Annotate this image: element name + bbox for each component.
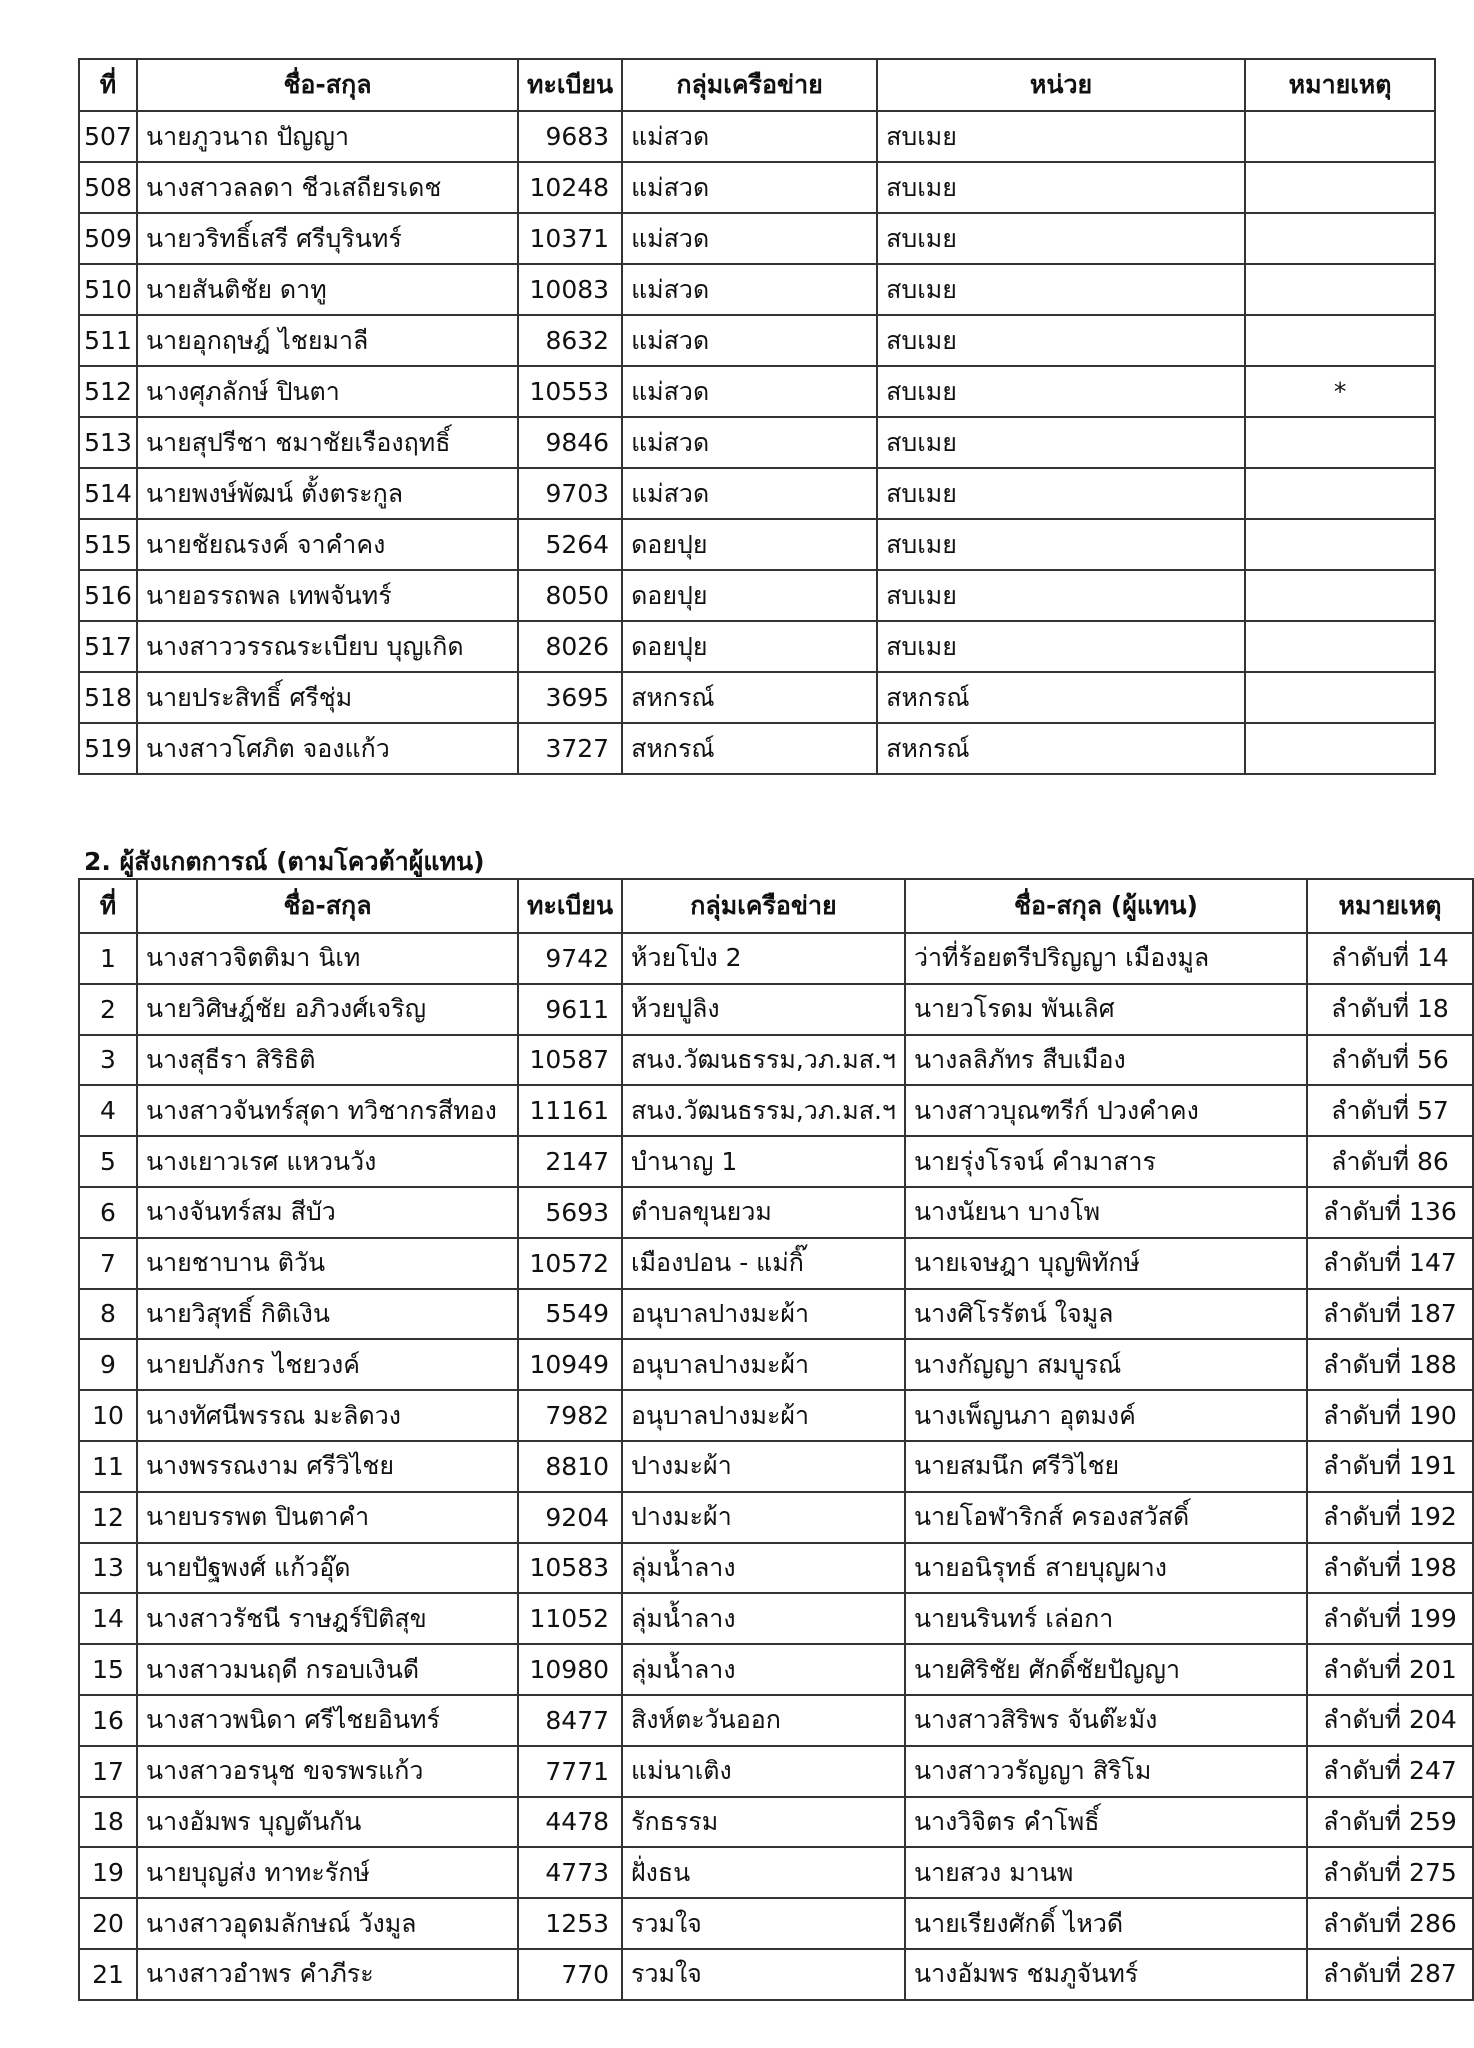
cell-representative: นายสวง มานพ bbox=[905, 1847, 1307, 1898]
header-reg: ทะเบียน bbox=[518, 59, 622, 111]
cell-representative: นายโอฬาริกส์ ครองสวัสดิ์ bbox=[905, 1492, 1307, 1543]
cell-name: นายวริทธิ์เสรี ศรีบุรินทร์ bbox=[137, 213, 518, 264]
cell-representative: นายนรินทร์ เล่อกา bbox=[905, 1593, 1307, 1644]
cell-note: ลำดับที่ 147 bbox=[1307, 1238, 1473, 1289]
cell-network: สนง.วัฒนธรรม,วภ.มส.ฯ bbox=[622, 1035, 905, 1086]
cell-note bbox=[1245, 468, 1435, 519]
cell-name: นายวิศิษฎ์ชัย อภิวงศ์เจริญ bbox=[137, 984, 518, 1035]
cell-name: นายสันติชัย ดาทู bbox=[137, 264, 518, 315]
cell-reg: 9742 bbox=[518, 933, 622, 984]
header-network: กลุ่มเครือข่าย bbox=[622, 59, 877, 111]
cell-name: นางสาวอรนุช ขจรพรแก้ว bbox=[137, 1746, 518, 1797]
cell-reg: 9204 bbox=[518, 1492, 622, 1543]
cell-no: 9 bbox=[79, 1339, 137, 1390]
cell-name: นายพงษ์พัฒน์ ตั้งตระกูล bbox=[137, 468, 518, 519]
table-row bbox=[79, 1847, 1473, 1898]
cell-no: 2 bbox=[79, 984, 137, 1035]
cell-no: 16 bbox=[79, 1695, 137, 1746]
cell-network: สิงห์ตะวันออก bbox=[622, 1695, 905, 1746]
table-row bbox=[79, 1339, 1473, 1390]
cell-no: 518 bbox=[79, 672, 137, 723]
cell-reg: 11052 bbox=[518, 1593, 622, 1644]
cell-unit: สบเมย bbox=[877, 111, 1245, 162]
cell-no: 17 bbox=[79, 1746, 137, 1797]
table-row bbox=[79, 1136, 1473, 1187]
cell-no: 509 bbox=[79, 213, 137, 264]
cell-no: 1 bbox=[79, 933, 137, 984]
cell-network: ปางมะผ้า bbox=[622, 1492, 905, 1543]
table-row bbox=[79, 1746, 1473, 1797]
cell-network: แม่สวด bbox=[622, 417, 877, 468]
cell-no: 14 bbox=[79, 1593, 137, 1644]
cell-network: อนุบาลปางมะผ้า bbox=[622, 1339, 905, 1390]
cell-name: นายประสิทธิ์ ศรีชุ่ม bbox=[137, 672, 518, 723]
cell-representative: นายเรียงศักดิ์ ไหวดี bbox=[905, 1898, 1307, 1949]
cell-reg: 10553 bbox=[518, 366, 622, 417]
cell-reg: 10371 bbox=[518, 213, 622, 264]
cell-representative: นางอัมพร ชมภูจันทร์ bbox=[905, 1949, 1307, 2000]
cell-note: ลำดับที่ 201 bbox=[1307, 1644, 1473, 1695]
cell-representative: นางวิจิตร คำโพธิ์ bbox=[905, 1797, 1307, 1848]
cell-reg: 8810 bbox=[518, 1441, 622, 1492]
cell-name: นางสุธีรา สิริธิติ bbox=[137, 1035, 518, 1086]
cell-no: 519 bbox=[79, 723, 137, 774]
cell-name: นางสาวพนิดา ศรีไชยอินทร์ bbox=[137, 1695, 518, 1746]
cell-reg: 10583 bbox=[518, 1543, 622, 1594]
cell-reg: 10980 bbox=[518, 1644, 622, 1695]
table-row bbox=[79, 213, 1435, 264]
table-row bbox=[79, 315, 1435, 366]
cell-name: นายบรรพต ปินตาคำ bbox=[137, 1492, 518, 1543]
cell-reg: 7982 bbox=[518, 1390, 622, 1441]
table-row bbox=[79, 1492, 1473, 1543]
cell-network: อนุบาลปางมะผ้า bbox=[622, 1289, 905, 1340]
cell-unit: สบเมย bbox=[877, 162, 1245, 213]
cell-network: สหกรณ์ bbox=[622, 672, 877, 723]
cell-no: 517 bbox=[79, 621, 137, 672]
cell-note bbox=[1245, 111, 1435, 162]
cell-network: ลุ่มน้ำลาง bbox=[622, 1543, 905, 1594]
table-row bbox=[79, 1543, 1473, 1594]
cell-no: 516 bbox=[79, 570, 137, 621]
cell-name: นางทัศนีพรรณ มะลิดวง bbox=[137, 1390, 518, 1441]
table-row bbox=[79, 1949, 1473, 2000]
cell-name: นางสาววรรณระเบียบ บุญเกิด bbox=[137, 621, 518, 672]
cell-unit: สบเมย bbox=[877, 366, 1245, 417]
cell-reg: 4773 bbox=[518, 1847, 622, 1898]
cell-representative: นางนัยนา บางโพ bbox=[905, 1187, 1307, 1238]
cell-reg: 1253 bbox=[518, 1898, 622, 1949]
table-row bbox=[79, 468, 1435, 519]
cell-name: นางพรรณงาม ศรีวิไชย bbox=[137, 1441, 518, 1492]
cell-reg: 8632 bbox=[518, 315, 622, 366]
cell-representative: นางสาวบุณฑรีก์ ปวงคำคง bbox=[905, 1085, 1307, 1136]
cell-network: อนุบาลปางมะผ้า bbox=[622, 1390, 905, 1441]
cell-note bbox=[1245, 264, 1435, 315]
cell-name: นายสุปรีชา ชมาชัยเรืองฤทธิ์ bbox=[137, 417, 518, 468]
cell-name: นายวิสุทธิ์ กิติเงิน bbox=[137, 1289, 518, 1340]
cell-no: 507 bbox=[79, 111, 137, 162]
cell-network: ลุ่มน้ำลาง bbox=[622, 1593, 905, 1644]
cell-no: 508 bbox=[79, 162, 137, 213]
cell-unit: สบเมย bbox=[877, 213, 1245, 264]
table-row bbox=[79, 1593, 1473, 1644]
cell-reg: 4478 bbox=[518, 1797, 622, 1848]
cell-network: แม่สวด bbox=[622, 162, 877, 213]
cell-note: ลำดับที่ 188 bbox=[1307, 1339, 1473, 1390]
cell-note: ลำดับที่ 56 bbox=[1307, 1035, 1473, 1086]
cell-name: นายภูวนาถ ปัญญา bbox=[137, 111, 518, 162]
member-table bbox=[78, 58, 1436, 775]
cell-network: แม่สวด bbox=[622, 213, 877, 264]
cell-reg: 5264 bbox=[518, 519, 622, 570]
cell-unit: สบเมย bbox=[877, 264, 1245, 315]
cell-name: นางจันทร์สม สีบัว bbox=[137, 1187, 518, 1238]
cell-note: ลำดับที่ 247 bbox=[1307, 1746, 1473, 1797]
header-name: ชื่อ-สกุล bbox=[137, 879, 518, 933]
cell-unit: สบเมย bbox=[877, 570, 1245, 621]
cell-no: 13 bbox=[79, 1543, 137, 1594]
cell-network: แม่นาเติง bbox=[622, 1746, 905, 1797]
cell-reg: 8026 bbox=[518, 621, 622, 672]
cell-reg: 8050 bbox=[518, 570, 622, 621]
cell-reg: 8477 bbox=[518, 1695, 622, 1746]
cell-note bbox=[1245, 672, 1435, 723]
cell-note: * bbox=[1245, 366, 1435, 417]
cell-no: 15 bbox=[79, 1644, 137, 1695]
cell-name: นายชาบาน ติวัน bbox=[137, 1238, 518, 1289]
cell-no: 512 bbox=[79, 366, 137, 417]
cell-no: 21 bbox=[79, 1949, 137, 2000]
cell-network: ฝั่งธน bbox=[622, 1847, 905, 1898]
cell-network: ลุ่มน้ำลาง bbox=[622, 1644, 905, 1695]
cell-no: 20 bbox=[79, 1898, 137, 1949]
cell-reg: 9683 bbox=[518, 111, 622, 162]
cell-no: 19 bbox=[79, 1847, 137, 1898]
cell-no: 511 bbox=[79, 315, 137, 366]
cell-name: นายชัยณรงค์ จาคำคง bbox=[137, 519, 518, 570]
cell-no: 12 bbox=[79, 1492, 137, 1543]
table-row bbox=[79, 621, 1435, 672]
table-row bbox=[79, 1085, 1473, 1136]
cell-note: ลำดับที่ 287 bbox=[1307, 1949, 1473, 2000]
cell-representative: นายสมนึก ศรีวิไชย bbox=[905, 1441, 1307, 1492]
table-row bbox=[79, 1035, 1473, 1086]
cell-unit: สบเมย bbox=[877, 468, 1245, 519]
cell-note: ลำดับที่ 136 bbox=[1307, 1187, 1473, 1238]
cell-note: ลำดับที่ 187 bbox=[1307, 1289, 1473, 1340]
cell-reg: 11161 bbox=[518, 1085, 622, 1136]
cell-network: รวมใจ bbox=[622, 1949, 905, 2000]
cell-reg: 3727 bbox=[518, 723, 622, 774]
cell-note: ลำดับที่ 191 bbox=[1307, 1441, 1473, 1492]
cell-name: นางสาวโศภิต จองแก้ว bbox=[137, 723, 518, 774]
header-no: ที่ bbox=[79, 59, 137, 111]
cell-network: รวมใจ bbox=[622, 1898, 905, 1949]
cell-reg: 10587 bbox=[518, 1035, 622, 1086]
table-row bbox=[79, 570, 1435, 621]
cell-network: บำนาญ 1 bbox=[622, 1136, 905, 1187]
cell-network: แม่สวด bbox=[622, 366, 877, 417]
cell-name: นางสาวอุดมลักษณ์ วังมูล bbox=[137, 1898, 518, 1949]
cell-note bbox=[1245, 621, 1435, 672]
cell-name: นางสาวรัชนี ราษฎร์ปิติสุข bbox=[137, 1593, 518, 1644]
cell-reg: 5549 bbox=[518, 1289, 622, 1340]
cell-name: นางศุภลักษ์ ปินตา bbox=[137, 366, 518, 417]
table-row bbox=[79, 1289, 1473, 1340]
cell-network: ห้วยปูลิง bbox=[622, 984, 905, 1035]
cell-unit: สหกรณ์ bbox=[877, 672, 1245, 723]
cell-no: 4 bbox=[79, 1085, 137, 1136]
cell-note bbox=[1245, 162, 1435, 213]
table-row bbox=[79, 672, 1435, 723]
table-row bbox=[79, 366, 1435, 417]
cell-name: นางสาวจิตติมา นิเท bbox=[137, 933, 518, 984]
cell-name: นายปัฐพงศ์ แก้วอุ๊ด bbox=[137, 1543, 518, 1594]
cell-reg: 9846 bbox=[518, 417, 622, 468]
cell-note: ลำดับที่ 18 bbox=[1307, 984, 1473, 1035]
cell-name: นางสาวลลดา ชีวเสถียรเดช bbox=[137, 162, 518, 213]
cell-no: 510 bbox=[79, 264, 137, 315]
cell-reg: 10949 bbox=[518, 1339, 622, 1390]
cell-no: 513 bbox=[79, 417, 137, 468]
cell-representative: นางเพ็ญนภา อุตมงค์ bbox=[905, 1390, 1307, 1441]
cell-network: แม่สวด bbox=[622, 468, 877, 519]
cell-representative: นายอนิรุทธ์ สายบุญผาง bbox=[905, 1543, 1307, 1594]
cell-representative: นายศิริชัย ศักดิ์ชัยปัญญา bbox=[905, 1644, 1307, 1695]
cell-reg: 770 bbox=[518, 1949, 622, 2000]
cell-note: ลำดับที่ 86 bbox=[1307, 1136, 1473, 1187]
cell-network: ดอยปุย bbox=[622, 570, 877, 621]
cell-reg: 10572 bbox=[518, 1238, 622, 1289]
table-row bbox=[79, 933, 1473, 984]
cell-no: 18 bbox=[79, 1797, 137, 1848]
cell-reg: 5693 bbox=[518, 1187, 622, 1238]
table-row bbox=[79, 1390, 1473, 1441]
cell-name: นางสาวจันทร์สุดา ทวิชากรสีทอง bbox=[137, 1085, 518, 1136]
cell-reg: 9611 bbox=[518, 984, 622, 1035]
cell-representative: นายวโรดม พันเลิศ bbox=[905, 984, 1307, 1035]
table-row bbox=[79, 1187, 1473, 1238]
cell-network: แม่สวด bbox=[622, 111, 877, 162]
cell-name: นางเยาวเรศ แหวนวัง bbox=[137, 1136, 518, 1187]
table-row bbox=[79, 417, 1435, 468]
table-row bbox=[79, 1695, 1473, 1746]
cell-representative: นางกัญญา สมบูรณ์ bbox=[905, 1339, 1307, 1390]
cell-note: ลำดับที่ 199 bbox=[1307, 1593, 1473, 1644]
header-name: ชื่อ-สกุล bbox=[137, 59, 518, 111]
cell-note: ลำดับที่ 57 bbox=[1307, 1085, 1473, 1136]
cell-network: ปางมะผ้า bbox=[622, 1441, 905, 1492]
cell-note: ลำดับที่ 204 bbox=[1307, 1695, 1473, 1746]
cell-no: 5 bbox=[79, 1136, 137, 1187]
cell-unit: สหกรณ์ bbox=[877, 723, 1245, 774]
table-row bbox=[79, 1441, 1473, 1492]
cell-no: 3 bbox=[79, 1035, 137, 1086]
cell-name: นางสาวมนฤดี กรอบเงินดี bbox=[137, 1644, 518, 1695]
cell-unit: สบเมย bbox=[877, 519, 1245, 570]
cell-note bbox=[1245, 570, 1435, 621]
header-unit: หน่วย bbox=[877, 59, 1245, 111]
observer-table bbox=[78, 878, 1474, 2001]
cell-note: ลำดับที่ 198 bbox=[1307, 1543, 1473, 1594]
cell-note: ลำดับที่ 190 bbox=[1307, 1390, 1473, 1441]
table-row bbox=[79, 984, 1473, 1035]
cell-network: ดอยปุย bbox=[622, 621, 877, 672]
cell-note: ลำดับที่ 14 bbox=[1307, 933, 1473, 984]
table-header-row bbox=[79, 59, 1435, 111]
cell-representative: ว่าที่ร้อยตรีปริญญา เมืองมูล bbox=[905, 933, 1307, 984]
cell-network: แม่สวด bbox=[622, 315, 877, 366]
header-network: กลุ่มเครือข่าย bbox=[622, 879, 905, 933]
table-header-row bbox=[79, 879, 1473, 933]
table-row bbox=[79, 1797, 1473, 1848]
cell-no: 11 bbox=[79, 1441, 137, 1492]
cell-representative: นางลลิภัทร สืบเมือง bbox=[905, 1035, 1307, 1086]
cell-reg: 3695 bbox=[518, 672, 622, 723]
table-row bbox=[79, 1644, 1473, 1695]
cell-note bbox=[1245, 417, 1435, 468]
cell-name: นางสาวอำพร คำภีระ bbox=[137, 1949, 518, 2000]
cell-representative: นายเจษฎา บุญพิทักษ์ bbox=[905, 1238, 1307, 1289]
cell-representative: นายรุ่งโรจน์ คำมาสาร bbox=[905, 1136, 1307, 1187]
cell-network: รักธรรม bbox=[622, 1797, 905, 1848]
cell-unit: สบเมย bbox=[877, 417, 1245, 468]
table-row bbox=[79, 111, 1435, 162]
cell-note bbox=[1245, 723, 1435, 774]
cell-note bbox=[1245, 519, 1435, 570]
header-no: ที่ bbox=[79, 879, 137, 933]
section-title: 2. ผู้สังเกตการณ์ (ตามโควต้าผู้แทน) bbox=[84, 847, 485, 876]
cell-network: สหกรณ์ bbox=[622, 723, 877, 774]
cell-reg: 2147 bbox=[518, 1136, 622, 1187]
cell-representative: นางสาวสิริพร จันต๊ะมัง bbox=[905, 1695, 1307, 1746]
cell-name: นายอรรถพล เทพจันทร์ bbox=[137, 570, 518, 621]
cell-name: นายบุญส่ง ทาทะรักษ์ bbox=[137, 1847, 518, 1898]
cell-note: ลำดับที่ 192 bbox=[1307, 1492, 1473, 1543]
table-row bbox=[79, 519, 1435, 570]
cell-unit: สบเมย bbox=[877, 621, 1245, 672]
cell-no: 6 bbox=[79, 1187, 137, 1238]
cell-no: 515 bbox=[79, 519, 137, 570]
header-note: หมายเหตุ bbox=[1307, 879, 1473, 933]
table-row bbox=[79, 1238, 1473, 1289]
header-representative: ชื่อ-สกุล (ผู้แทน) bbox=[905, 879, 1307, 933]
cell-reg: 7771 bbox=[518, 1746, 622, 1797]
cell-network: ตำบลขุนยวม bbox=[622, 1187, 905, 1238]
cell-network: สนง.วัฒนธรรม,วภ.มส.ฯ bbox=[622, 1085, 905, 1136]
cell-note bbox=[1245, 213, 1435, 264]
cell-reg: 9703 bbox=[518, 468, 622, 519]
cell-note: ลำดับที่ 275 bbox=[1307, 1847, 1473, 1898]
cell-network: ห้วยโป่ง 2 bbox=[622, 933, 905, 984]
table-row bbox=[79, 264, 1435, 315]
header-note: หมายเหตุ bbox=[1245, 59, 1435, 111]
cell-no: 8 bbox=[79, 1289, 137, 1340]
cell-name: นายปภังกร ไชยวงค์ bbox=[137, 1339, 518, 1390]
cell-reg: 10083 bbox=[518, 264, 622, 315]
cell-no: 10 bbox=[79, 1390, 137, 1441]
cell-no: 514 bbox=[79, 468, 137, 519]
cell-network: ดอยปุย bbox=[622, 519, 877, 570]
cell-note: ลำดับที่ 259 bbox=[1307, 1797, 1473, 1848]
cell-name: นายอุกฤษฎ์ ไชยมาลี bbox=[137, 315, 518, 366]
table-row bbox=[79, 162, 1435, 213]
cell-network: เมืองปอน - แม่กิ๊ bbox=[622, 1238, 905, 1289]
cell-note bbox=[1245, 315, 1435, 366]
cell-network: แม่สวด bbox=[622, 264, 877, 315]
cell-note: ลำดับที่ 286 bbox=[1307, 1898, 1473, 1949]
cell-reg: 10248 bbox=[518, 162, 622, 213]
cell-representative: นางศิโรรัตน์ ใจมูล bbox=[905, 1289, 1307, 1340]
cell-name: นางอัมพร บุญตันกัน bbox=[137, 1797, 518, 1848]
cell-no: 7 bbox=[79, 1238, 137, 1289]
cell-representative: นางสาววรัญญา สิริโม bbox=[905, 1746, 1307, 1797]
header-reg: ทะเบียน bbox=[518, 879, 622, 933]
cell-unit: สบเมย bbox=[877, 315, 1245, 366]
table-row bbox=[79, 723, 1435, 774]
table-row bbox=[79, 1898, 1473, 1949]
